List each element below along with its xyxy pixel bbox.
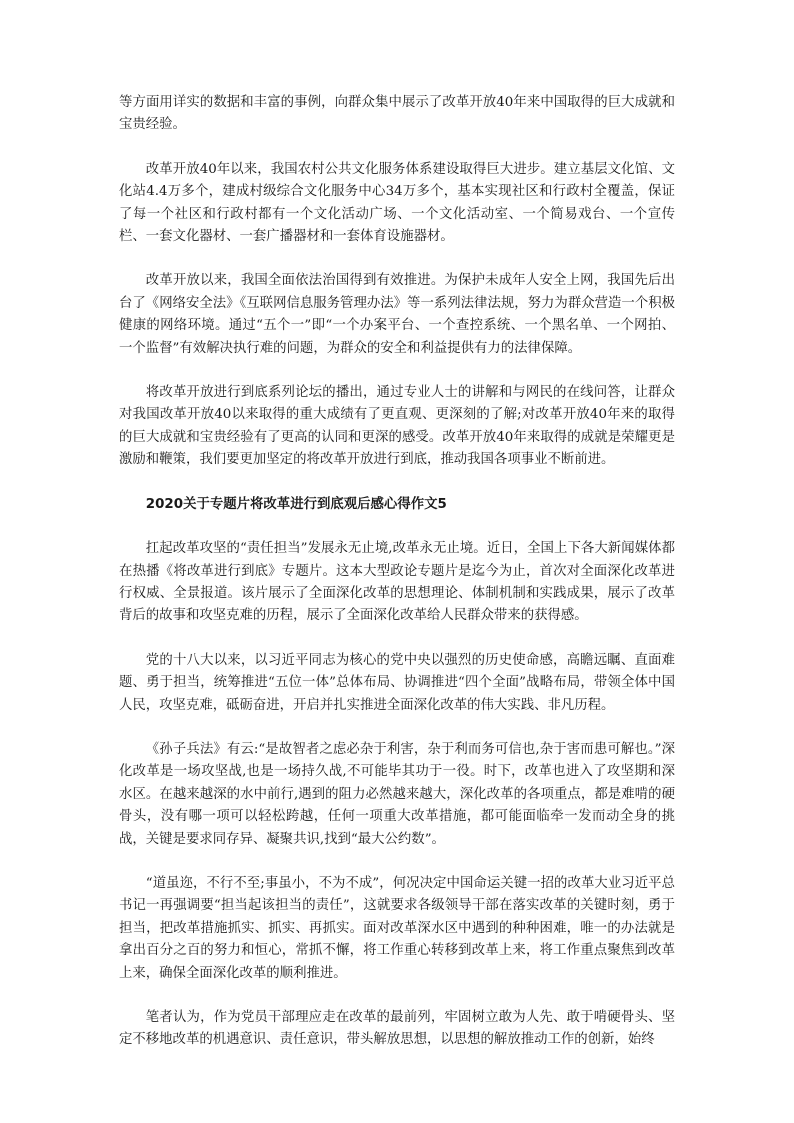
document-body	[119, 92, 675, 1074]
paragraph: 改革开放40年以来，我国农村公共文化服务体系建设取得巨大进步。建立基层文化馆、文化站4.4万多个，建成村级综合文化服务中心34万多个，基本实现社区和行政村全覆盖，保证了每一个社区和行政村都有一个文化活动广场、一个文化活动室、一个简易戏台、一个宣传栏、一套文化器材、一套广播器材和一套体育设施器材。	[119, 161, 675, 245]
paragraph: 党的十八大以来，以习近平同志为核心的党中央以强烈的历史使命感，高瞻远瞩、直面难题、勇于担当，统筹推进“五位一体”总体布局、协调推进“四个全面”战略布局，带领全体中国人民，攻坚克难，砥砺奋进，开启并扎实推进全面深化改革的伟大实践、非凡历程。	[119, 652, 675, 713]
paragraph: 改革开放以来，我国全面依法治国得到有效推进。为保护未成年人安全上网，我国先后出台了《网络安全法》《互联网信息服务管理办法》等一系列法律法规，努力为群众营造一个积极健康的网络环境。通过“五个一”即“一个办案平台、一个查控系统、一个黑名单、一个网拍、一个监督”有效解决执行难的问题，为群众的安全和利益提供有力的法律保障。	[119, 273, 675, 356]
paragraph: “道虽迩，不行不至;事虽小，不为不成”，何况决定中国命运关键一招的改革大业习近平总书记一再强调要“担当起该担当的责任”，这就要求各级领导干部在落实改革的关键时刻，勇于担当，把改革措施抓实、抓实、再抓实。面对改革深水区中遇到的种种困难，唯一的办法就是拿出百分之百的努力和恒心，常抓不懈，将工作重心转移到改革上来，将工作重点聚焦到改革上来，确保全面深化改革的顺利推进。	[119, 875, 675, 981]
paragraph: 笔者认为，作为党员干部理应走在改革的最前列，牢固树立敢为人先、敢于啃硬骨头、坚定不移地改革的机遇意识、责任意识，带头解放思想，以思想的解放推动工作的创新，始终	[119, 1010, 675, 1048]
paragraph: 将改革开放进行到底系列论坛的播出，通过专业人士的讲解和与网民的在线问答，让群众对我国改革开放40以来取得的重大成绩有了更直观、更深刻的了解;对改革开放40年来的取得的巨大成就和宝贵经验有了更高的认同和更深的感受。改革开放40年来取得的成就是荣耀更是激励和鞭策，我们要更加坚定的将改革开放进行到底，推动我国各项事业不断前进。	[119, 385, 675, 468]
paragraph: 扛起改革攻坚的“责任担当”发展永无止境,改革永无止境。近日，全国上下各大新闻媒体都在热播《将改革进行到底》专题片。这本大型政论专题片是迄今为止，首次对全面深化改革进行权威、全景报道。该片展示了全面深化改革的思想理论、体制机制和实践成果，展示了改革背后的故事和攻坚克难的历程，展示了全面深化改革给人民群众带来的获得感。	[119, 541, 675, 624]
section-heading: 2020关于专题片将改革进行到底观后感心得作文5	[145, 496, 447, 512]
paragraph: 等方面用详实的数据和丰富的事例，向群众集中展示了改革开放40年来中国取得的巨大成就和宝贵经验。	[119, 95, 675, 133]
paragraph: 《孙子兵法》有云:“是故智者之虑必杂于利害，杂于利而务可信也,杂于害而患可解也。”深化改革是一场攻坚战,也是一场持久战,不可能毕其功于一役。时下，改革也进入了攻坚期和深水区。在越来越深的水中前行,遇到的阻力必然越来越大，深化改革的各项重点，都是难啃的硬骨头，没有哪一项可以轻松跨越，任何一项重大改革措施，都可能面临牵一发而动全身的挑战，关键是要求同存异、凝聚共识,找到“最大公约数”。	[119, 741, 675, 847]
